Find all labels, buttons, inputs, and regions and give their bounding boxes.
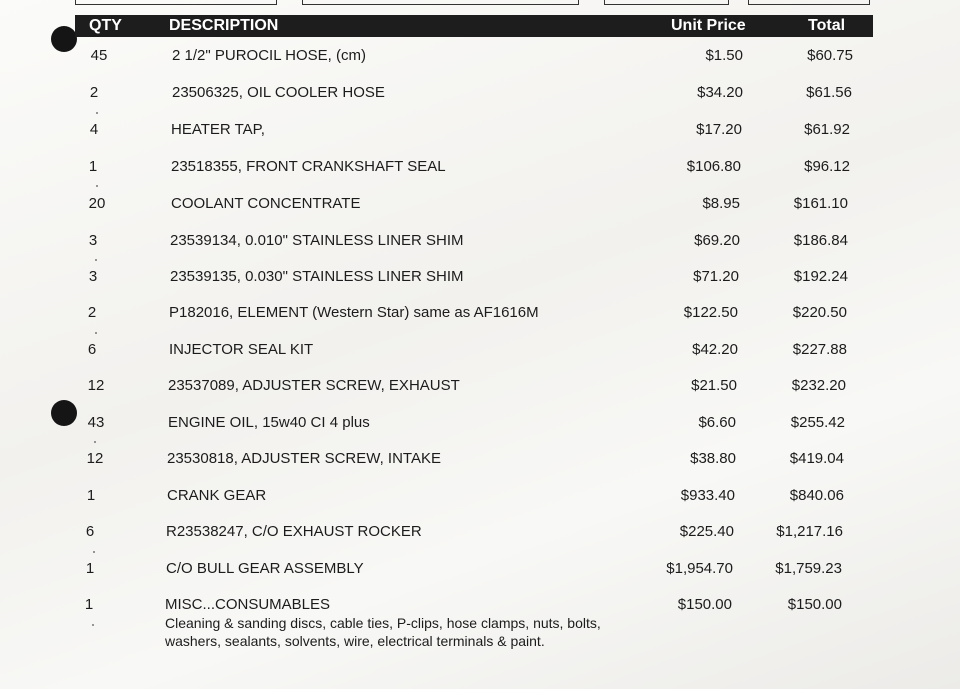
misc-consumables-note: Cleaning & sanding discs, cable ties, P-clips, hose clamps, nuts, bolts, washers, sealants, solvents, wire, electrical terminals & paint. <box>165 615 601 649</box>
row-description: 2 1/2" PUROCIL HOSE, (cm) <box>172 47 366 64</box>
row-total: $150.00 <box>787 596 842 613</box>
row-total: $60.75 <box>807 47 853 64</box>
row-total: $1,759.23 <box>775 560 842 577</box>
row-description: INJECTOR SEAL KIT <box>169 341 314 358</box>
table-row <box>0 268 960 288</box>
table-row <box>0 596 960 616</box>
row-qty: 43 <box>87 414 105 431</box>
row-description: 23537089, ADJUSTER SCREW, EXHAUST <box>168 377 460 394</box>
table-row <box>0 450 960 470</box>
row-unit-price: $6.60 <box>698 414 736 431</box>
row-qty: 2 <box>87 304 97 321</box>
row-description: C/O BULL GEAR ASSEMBLY <box>166 560 364 577</box>
row-total: $419.04 <box>789 450 844 467</box>
table-row <box>0 487 960 507</box>
row-description: MISC...CONSUMABLES <box>165 596 331 613</box>
table-row <box>0 47 960 67</box>
table-row <box>0 377 960 397</box>
table-row <box>0 523 960 543</box>
row-separator-dot <box>96 112 98 114</box>
table-row <box>0 121 960 141</box>
row-unit-price: $106.80 <box>686 158 741 175</box>
row-qty: 6 <box>85 523 95 540</box>
top-field-box-3 <box>604 0 729 5</box>
row-total: $61.92 <box>804 121 850 138</box>
row-qty: 4 <box>89 121 99 138</box>
row-description: 23530818, ADJUSTER SCREW, INTAKE <box>167 450 441 467</box>
row-description: 23518355, FRONT CRANKSHAFT SEAL <box>171 158 446 175</box>
top-field-box-2 <box>302 0 579 5</box>
table-row <box>0 414 960 434</box>
row-unit-price: $38.80 <box>690 450 736 467</box>
row-total: $1,217.16 <box>776 523 843 540</box>
row-separator-dot <box>94 441 96 443</box>
table-row <box>0 304 960 324</box>
row-qty: 1 <box>86 487 96 504</box>
row-qty: 45 <box>90 47 108 64</box>
row-description: 23539135, 0.030" STAINLESS LINER SHIM <box>170 268 464 285</box>
row-unit-price: $8.95 <box>702 195 740 212</box>
top-field-box-4 <box>748 0 870 5</box>
row-total: $186.84 <box>793 232 848 249</box>
header-qty: QTY <box>89 17 122 34</box>
row-unit-price: $21.50 <box>691 377 737 394</box>
row-description: ENGINE OIL, 15w40 CI 4 plus <box>168 414 370 431</box>
row-qty: 2 <box>89 84 99 101</box>
row-unit-price: $17.20 <box>696 121 742 138</box>
row-unit-price: $1.50 <box>705 47 743 64</box>
table-row <box>0 195 960 215</box>
row-unit-price: $225.40 <box>679 523 734 540</box>
row-separator-dot <box>95 332 97 334</box>
row-description: 23539134, 0.010" STAINLESS LINER SHIM <box>170 232 464 249</box>
top-field-box-1 <box>75 0 277 5</box>
row-qty: 1 <box>85 560 95 577</box>
row-qty: 6 <box>87 341 97 358</box>
row-unit-price: $42.20 <box>692 341 738 358</box>
row-unit-price: $69.20 <box>694 232 740 249</box>
row-qty: 20 <box>88 195 106 212</box>
row-unit-price: $122.50 <box>683 304 738 321</box>
row-separator-dot <box>96 185 98 187</box>
row-total: $161.10 <box>793 195 848 212</box>
row-qty: 3 <box>88 268 98 285</box>
row-total: $96.12 <box>804 158 850 175</box>
row-total: $840.06 <box>789 487 844 504</box>
row-unit-price: $34.20 <box>697 84 743 101</box>
table-row <box>0 84 960 104</box>
table-header <box>75 15 873 37</box>
table-row <box>0 560 960 580</box>
row-total: $227.88 <box>792 341 847 358</box>
row-separator-dot <box>92 624 94 626</box>
row-description: COOLANT CONCENTRATE <box>171 195 361 212</box>
row-unit-price: $71.20 <box>693 268 739 285</box>
row-description: R23538247, C/O EXHAUST ROCKER <box>166 523 422 540</box>
row-qty: 12 <box>87 377 105 394</box>
row-qty: 12 <box>86 450 104 467</box>
row-qty: 3 <box>88 232 98 249</box>
row-total: $255.42 <box>790 414 845 431</box>
row-separator-dot <box>95 259 97 261</box>
header-unit-price: Unit Price <box>671 17 746 34</box>
table-row <box>0 232 960 252</box>
row-description: HEATER TAP, <box>171 121 265 138</box>
row-total: $61.56 <box>806 84 852 101</box>
row-description: CRANK GEAR <box>167 487 267 504</box>
row-qty: 1 <box>88 158 98 175</box>
row-total: $192.24 <box>793 268 848 285</box>
row-description: P182016, ELEMENT (Western Star) same as AF1616M <box>169 304 539 321</box>
header-description: DESCRIPTION <box>169 17 279 34</box>
row-unit-price: $933.40 <box>680 487 735 504</box>
row-description: 23506325, OIL COOLER HOSE <box>172 84 385 101</box>
table-row <box>0 158 960 178</box>
table-row <box>0 341 960 361</box>
header-total: Total <box>808 17 846 34</box>
row-total: $232.20 <box>791 377 846 394</box>
row-unit-price: $1,954.70 <box>666 560 733 577</box>
row-qty: 1 <box>84 596 94 613</box>
row-separator-dot <box>93 551 95 553</box>
row-unit-price: $150.00 <box>677 596 732 613</box>
row-total: $220.50 <box>792 304 847 321</box>
